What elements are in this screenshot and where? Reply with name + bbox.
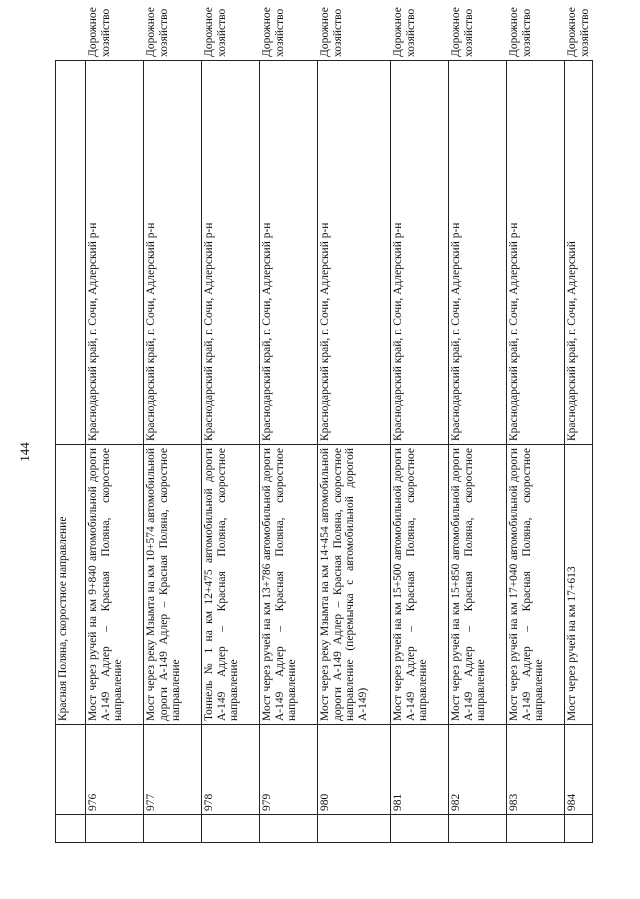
object-name: Тоннель № 1 на км 12+475 автомобильной дороги А-149 Адлер – Красная Поляна, скоростное направление	[202, 445, 260, 725]
row-number	[56, 725, 86, 815]
table-row: 984 Мост через ручей на км 17+613 Краснодарский край, г. Сочи, Адлерский Дорожное хозяйство	[565, 61, 593, 843]
table-row: 977 Мост через реку Мзымта на км 10+574 автомобильной дороги А-149 Адлер – Красная Поляна, скоростное направление Краснодарский край, г. Сочи, Адлерский р-н Дорожное хозяйство	[144, 61, 202, 843]
row-number: 981	[391, 725, 449, 815]
table-row: 980 Мост через реку Мзымта на км 14+454 автомобильной дороги А-149 Адлер – Красная Поляна, скоростное направление (перемычка с автомобильной дорогой А-149) Краснодарский край, г. Сочи, Адлерский р-н Дорожное хозяйство	[318, 61, 391, 843]
blank-cell	[56, 815, 86, 843]
object-location: Краснодарский край, г. Сочи, Адлерский р-н	[202, 61, 260, 445]
blank-cell	[86, 815, 144, 843]
blank-cell	[391, 815, 449, 843]
table-row: 976 Мост через ручей на км 9+840 автомобильной дороги А-149 Адлер – Красная Поляна, скоростное направление Краснодарский край, г. Сочи, Адлерский р-н Дорожное хозяйство	[86, 61, 144, 843]
row-number: 976	[86, 725, 144, 815]
table-row: 978 Тоннель № 1 на км 12+475 автомобильной дороги А-149 Адлер – Красная Поляна, скоростное направление Краснодарский край, г. Сочи, Адлерский р-н Дорожное хозяйство	[202, 61, 260, 843]
object-location: Краснодарский край, г. Сочи, Адлерский р-н	[144, 61, 202, 445]
object-name: Мост через ручей на км 17+040 автомобильной дороги А-149 Адлер – Красная Поляна, скоростное направление	[507, 445, 565, 725]
blank-cell	[144, 815, 202, 843]
blank-cell	[260, 815, 318, 843]
row-number: 978	[202, 725, 260, 815]
object-name: Мост через реку Мзымта на км 14+454 автомобильной дороги А-149 Адлер – Красная Поляна, скоростное направление (перемычка с автомобильной дорогой А-149)	[318, 445, 391, 725]
table-row: 982 Мост через ручей на км 15+850 автомобильной дороги А-149 Адлер – Красная Поляна, скоростное направление Краснодарский край, г. Сочи, Адлерский р-н Дорожное хозяйство	[449, 61, 507, 843]
table-row: 983 Мост через ручей на км 17+040 автомобильной дороги А-149 Адлер – Красная Поляна, скоростное направление Краснодарский край, г. Сочи, Адлерский р-н Дорожное хозяйство	[507, 61, 565, 843]
object-location: Краснодарский край, г. Сочи, Адлерский р-н	[391, 61, 449, 445]
object-name: Мост через ручей на км 15+850 автомобильной дороги А-149 Адлер – Красная Поляна, скоростное направление	[449, 445, 507, 725]
object-location: Краснодарский край, г. Сочи, Адлерский р-н	[318, 61, 391, 445]
blank-cell	[318, 815, 391, 843]
object-location: Краснодарский край, г. Сочи, Адлерский р-н	[260, 61, 318, 445]
table-row: 979 Мост через ручей на км 13+786 автомобильной дороги А-149 Адлер – Красная Поляна, скоростное направление Краснодарский край, г. Сочи, Адлерский р-н Дорожное хозяйство	[260, 61, 318, 843]
row-number: 983	[507, 725, 565, 815]
table-body	[56, 7, 593, 843]
object-location: Краснодарский край, г. Сочи, Адлерский	[565, 61, 593, 445]
object-location	[56, 61, 86, 445]
table-row: 981 Мост через ручей на км 15+500 автомобильной дороги А-149 Адлер – Красная Поляна, скоростное направление Краснодарский край, г. Сочи, Адлерский р-н Дорожное хозяйство	[391, 61, 449, 843]
row-number: 979	[260, 725, 318, 815]
row-number: 982	[449, 725, 507, 815]
blank-cell	[202, 815, 260, 843]
object-location: Краснодарский край, г. Сочи, Адлерский р-н	[507, 61, 565, 445]
row-number: 980	[318, 725, 391, 815]
objects-table	[55, 7, 593, 843]
row-number: 977	[144, 725, 202, 815]
rotated-page	[17, 7, 591, 843]
object-name: Мост через ручей на км 17+613	[565, 445, 593, 725]
page-number: 144	[17, 442, 32, 462]
table-row	[56, 61, 86, 843]
blank-cell	[449, 815, 507, 843]
blank-cell	[565, 815, 593, 843]
object-location: Краснодарский край, г. Сочи, Адлерский р-н	[86, 61, 144, 445]
object-name: Красная Поляна, скоростное направление	[56, 445, 86, 725]
row-number: 984	[565, 725, 593, 815]
object-name: Мост через реку Мзымта на км 10+574 автомобильной дороги А-149 Адлер – Красная Поляна, скоростное направление	[144, 445, 202, 725]
object-location: Краснодарский край, г. Сочи, Адлерский р-н	[449, 61, 507, 445]
object-name: Мост через ручей на км 9+840 автомобильной дороги А-149 Адлер – Красная Поляна, скоростное направление	[86, 445, 144, 725]
object-name: Мост через ручей на км 15+500 автомобильной дороги А-149 Адлер – Красная Поляна, скоростное направление	[391, 445, 449, 725]
blank-cell	[507, 815, 565, 843]
object-name: Мост через ручей на км 13+786 автомобильной дороги А-149 Адлер – Красная Поляна, скоростное направление	[260, 445, 318, 725]
